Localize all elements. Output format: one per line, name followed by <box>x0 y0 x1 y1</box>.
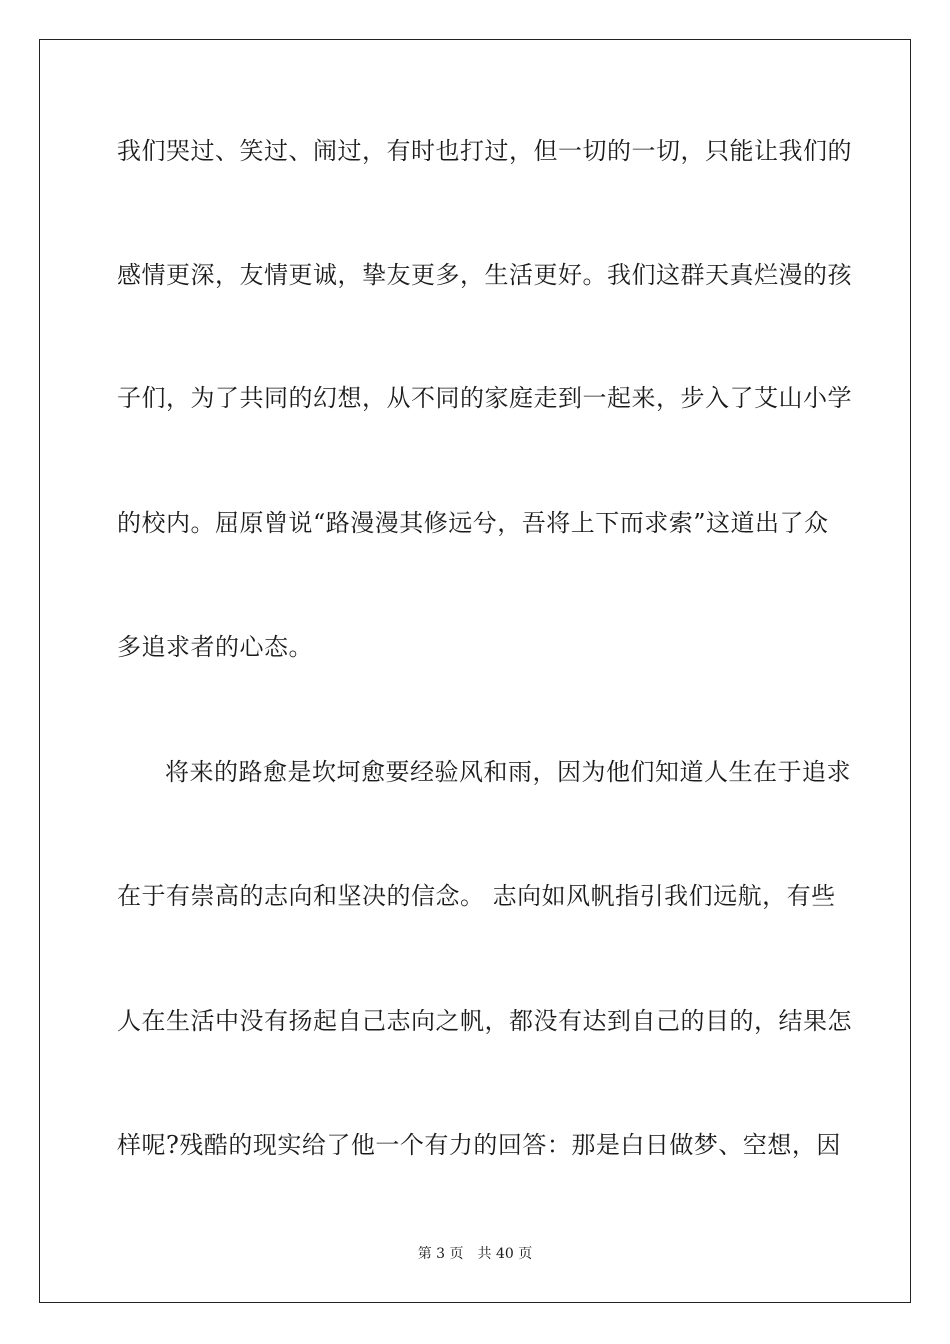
text-line: 人在生活中没有扬起自己志向之帆，都没有达到自己的目的，结果怎 <box>117 1007 852 1035</box>
page-number-footer: 第 3 页 共 40 页 <box>417 1246 533 1262</box>
text-line: 在于有崇高的志向和坚决的信念。 志向如风帆指引我们远航，有些 <box>117 882 836 910</box>
text-line: 的校内。屈原曾说“路漫漫其修远兮，吾将上下而求索”这道出了众 <box>117 509 829 537</box>
text-line: 多追求者的心态。 <box>117 633 313 661</box>
page-border <box>39 39 911 1303</box>
text-line: 我们哭过、笑过、闹过，有时也打过，但一切的一切，只能让我们的 <box>117 137 852 165</box>
text-line: 感情更深，友情更诚，挚友更多，生活更好。我们这群天真烂漫的孩 <box>117 261 852 289</box>
paragraph-first-line: 将来的路愈是坎坷愈要经验风和雨，因为他们知道人生在于追求 <box>165 758 851 786</box>
text-line: 子们，为了共同的幻想，从不同的家庭走到一起来，步入了艾山小学 <box>117 384 852 412</box>
text-line: 样呢?残酷的现实给了他一个有力的回答：那是白日做梦、空想，因 <box>117 1131 841 1159</box>
